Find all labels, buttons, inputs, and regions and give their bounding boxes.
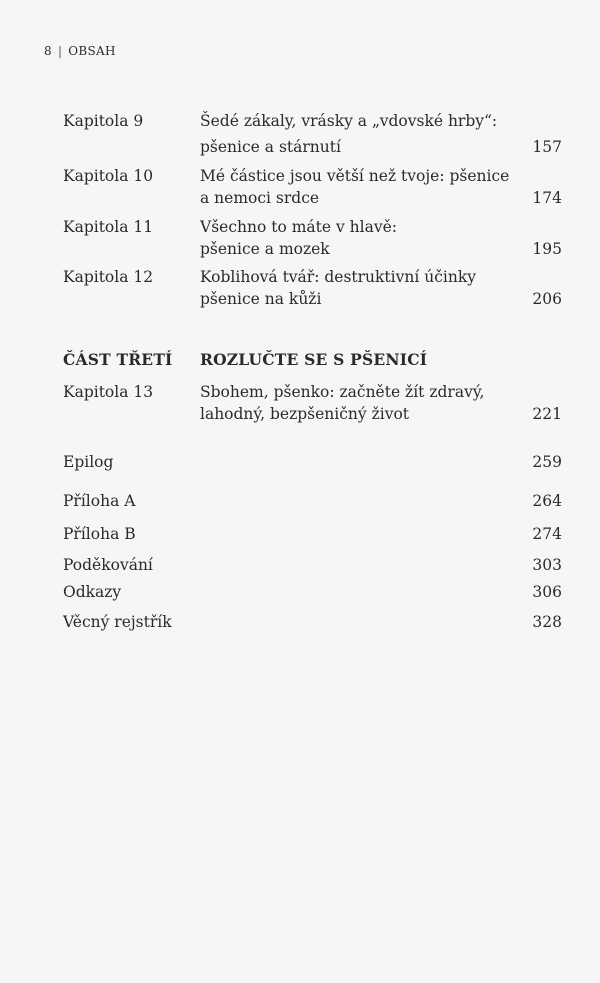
- chapter-title-line: Koblihová tvář: destruktivní účinky: [200, 268, 476, 286]
- chapter-label: Kapitola 9: [63, 112, 144, 130]
- chapter-title-line: pšenice na kůži: [200, 290, 322, 308]
- header-separator: |: [57, 44, 63, 58]
- chapter-page: 195: [532, 240, 562, 258]
- running-header: [44, 44, 116, 58]
- entry-page: 303: [532, 556, 562, 574]
- entry-page: 274: [532, 525, 562, 543]
- chapter-label: Kapitola 11: [63, 218, 154, 236]
- chapter-label: Kapitola 13: [63, 383, 154, 401]
- chapter-title-line: Mé částice jsou větší než tvoje: pšenice: [200, 167, 510, 185]
- chapter-title-line: pšenice a stárnutí: [200, 138, 341, 156]
- chapter-page: 221: [532, 405, 562, 423]
- chapter-title-line: a nemoci srdce: [200, 189, 320, 207]
- part-title: ROZLUČTE SE S PŠENICÍ: [200, 350, 428, 369]
- entry-page: 264: [532, 492, 562, 510]
- entry-page: 259: [532, 453, 562, 471]
- part-label: ČÁST TŘETÍ: [63, 350, 173, 369]
- chapter-title-line: lahodný, bezpšeničný život: [200, 405, 410, 423]
- chapter-title-line: Sbohem, pšenko: začněte žít zdravý,: [200, 383, 485, 401]
- entry-page: 306: [532, 583, 562, 601]
- chapter-page: 157: [532, 138, 562, 156]
- chapter-page: 174: [532, 189, 562, 207]
- entry-label: Poděkování: [63, 556, 153, 574]
- chapter-label: Kapitola 10: [63, 167, 154, 185]
- chapter-label: Kapitola 12: [63, 268, 154, 286]
- section-title: OBSAH: [68, 44, 116, 58]
- entry-label: Odkazy: [63, 583, 122, 601]
- page-number: 8: [44, 44, 52, 58]
- entry-label: Příloha A: [63, 492, 136, 510]
- entry-label: Epilog: [63, 453, 114, 471]
- chapter-title-line: Šedé zákaly, vrásky a „vdovské hrby“:: [200, 112, 498, 130]
- chapter-title-line: pšenice a mozek: [200, 240, 330, 258]
- entry-label: Věcný rejstřík: [63, 613, 172, 631]
- chapter-title-line: Všechno to máte v hlavě:: [200, 218, 397, 236]
- chapter-page: 206: [532, 290, 562, 308]
- entry-label: Příloha B: [63, 525, 136, 543]
- entry-page: 328: [532, 613, 562, 631]
